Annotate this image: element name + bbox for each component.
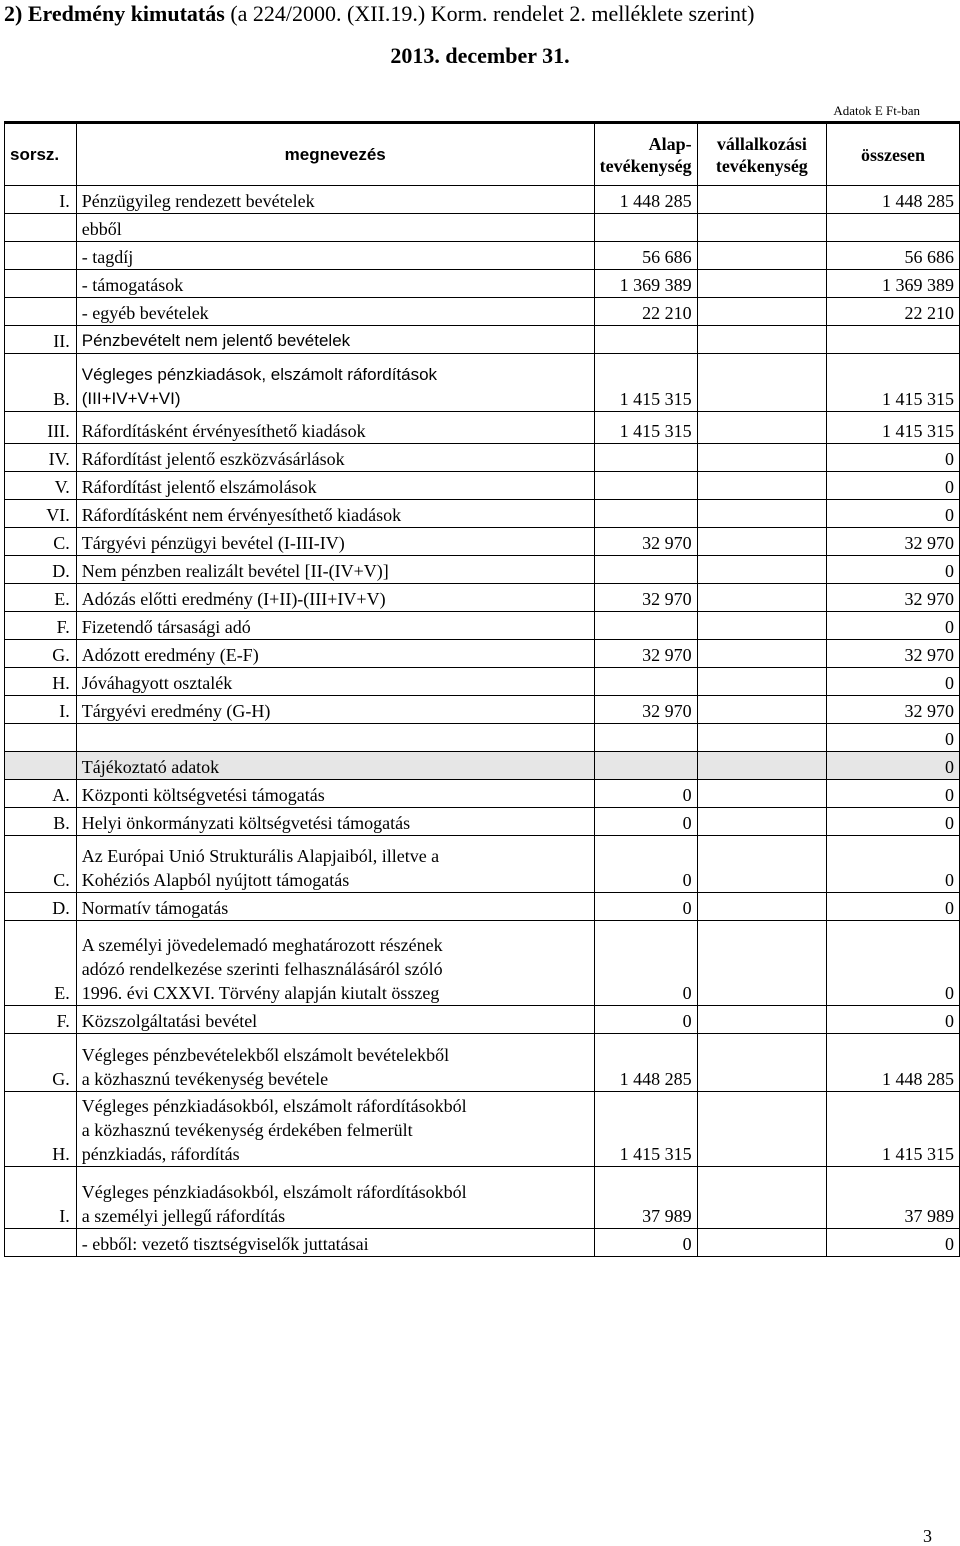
row-business-value (697, 752, 826, 780)
row-business-value (697, 696, 826, 724)
row-business-value (697, 836, 826, 893)
row-total-value: 56 686 (827, 242, 960, 270)
row-basic-value: 0 (594, 1229, 697, 1257)
row-total-value: 0 (827, 1006, 960, 1034)
row-label: Adózott eredmény (E-F) (76, 640, 594, 668)
row-label: - tagdíj (76, 242, 594, 270)
row-number: E. (5, 921, 77, 1006)
row-total-value: 1 369 389 (827, 270, 960, 298)
row-label: ebből (76, 214, 594, 242)
row-total-value: 0 (827, 500, 960, 528)
row-number (5, 724, 77, 752)
row-basic-value: 32 970 (594, 584, 697, 612)
row-label: Központi költségvetési támogatás (76, 780, 594, 808)
row-business-value (697, 242, 826, 270)
row-label: Nem pénzben realizált bevétel [II-(IV+V)] (76, 556, 594, 584)
table-row (5, 186, 960, 214)
table-row (5, 298, 960, 326)
table-row (5, 444, 960, 472)
row-label: - támogatások (76, 270, 594, 298)
row-number: VI. (5, 500, 77, 528)
row-number: I. (5, 186, 77, 214)
row-basic-value (594, 444, 697, 472)
row-label: Végleges pénzkiadásokból, elszámolt ráfordításokból a személyi jellegű ráfordítás (76, 1167, 594, 1229)
row-label: - ebből: vezető tisztségviselők juttatásai (76, 1229, 594, 1257)
table-row (5, 696, 960, 724)
row-number: H. (5, 668, 77, 696)
row-total-value: 32 970 (827, 640, 960, 668)
table-row (5, 640, 960, 668)
row-basic-value: 1 448 285 (594, 1034, 697, 1092)
row-total-value: 32 970 (827, 696, 960, 724)
row-number: H. (5, 1092, 77, 1167)
row-business-value (697, 214, 826, 242)
row-total-value: 0 (827, 808, 960, 836)
report-date: 2013. december 31. (390, 43, 570, 68)
row-label: - egyéb bevételek (76, 298, 594, 326)
row-number: V. (5, 472, 77, 500)
row-basic-value: 37 989 (594, 1167, 697, 1229)
row-number: I. (5, 696, 77, 724)
row-number: G. (5, 1034, 77, 1092)
row-basic-value: 56 686 (594, 242, 697, 270)
row-total-value: 1 448 285 (827, 186, 960, 214)
row-basic-value (594, 214, 697, 242)
row-basic-value: 1 448 285 (594, 186, 697, 214)
row-basic-value: 32 970 (594, 640, 697, 668)
col-header-business: vállalkozási tevékenység (697, 123, 826, 186)
row-label: Helyi önkormányzati költségvetési támogatás (76, 808, 594, 836)
row-basic-value: 1 415 315 (594, 354, 697, 412)
income-statement-table (4, 121, 960, 1257)
row-number (5, 242, 77, 270)
row-label: Ráfordításként nem érvényesíthető kiadások (76, 500, 594, 528)
row-label: Ráfordítást jelentő elszámolások (76, 472, 594, 500)
table-row (5, 921, 960, 1006)
table-row (5, 668, 960, 696)
row-business-value (697, 1006, 826, 1034)
row-number: F. (5, 612, 77, 640)
row-business-value (697, 556, 826, 584)
col-header-total: összesen (827, 123, 960, 186)
row-basic-value (594, 668, 697, 696)
row-business-value (697, 921, 826, 1006)
row-basic-value: 0 (594, 780, 697, 808)
row-basic-value: 22 210 (594, 298, 697, 326)
report-heading-bold: 2) Eredmény kimutatás (4, 1, 225, 26)
row-business-value (697, 893, 826, 921)
row-label: Közszolgáltatási bevétel (76, 1006, 594, 1034)
table-row (5, 242, 960, 270)
table-header-row (5, 123, 960, 186)
row-total-value: 37 989 (827, 1167, 960, 1229)
row-number: I. (5, 1167, 77, 1229)
table-row (5, 584, 960, 612)
row-total-value: 22 210 (827, 298, 960, 326)
unit-note: Adatok E Ft-ban (833, 103, 920, 118)
row-total-value: 1 415 315 (827, 354, 960, 412)
row-label: Végleges pénzkiadásokból, elszámolt ráfordításokból a közhasznú tevékenység érdekében felmerült pénzkiadás, ráfordítás (76, 1092, 594, 1167)
row-total-value: 0 (827, 556, 960, 584)
row-business-value (697, 412, 826, 444)
row-total-value: 0 (827, 1229, 960, 1257)
row-number: II. (5, 326, 77, 354)
table-row (5, 836, 960, 893)
row-number (5, 1229, 77, 1257)
table-row (5, 326, 960, 354)
row-basic-value: 0 (594, 1006, 697, 1034)
row-number: E. (5, 584, 77, 612)
row-basic-value (594, 472, 697, 500)
row-label: Az Európai Unió Strukturális Alapjaiból, illetve a Kohéziós Alapból nyújtott támogatás (76, 836, 594, 893)
row-number (5, 214, 77, 242)
row-business-value (697, 1092, 826, 1167)
row-number: III. (5, 412, 77, 444)
row-total-value (827, 214, 960, 242)
row-business-value (697, 528, 826, 556)
row-basic-value: 32 970 (594, 528, 697, 556)
table-row (5, 412, 960, 444)
table-row (5, 1167, 960, 1229)
row-number: D. (5, 556, 77, 584)
row-business-value (697, 298, 826, 326)
row-basic-value: 1 369 389 (594, 270, 697, 298)
row-number (5, 752, 77, 780)
row-total-value: 32 970 (827, 528, 960, 556)
table-row (5, 500, 960, 528)
row-label: Ráfordítást jelentő eszközvásárlások (76, 444, 594, 472)
row-total-value: 0 (827, 472, 960, 500)
row-total-value: 0 (827, 780, 960, 808)
row-basic-value: 0 (594, 808, 697, 836)
table-row (5, 893, 960, 921)
table-row (5, 780, 960, 808)
row-label: Végleges pénzbevételekből elszámolt bevételekből a közhasznú tevékenység bevétele (76, 1034, 594, 1092)
row-basic-value: 0 (594, 893, 697, 921)
row-business-value (697, 612, 826, 640)
row-total-value: 1 415 315 (827, 1092, 960, 1167)
row-number: A. (5, 780, 77, 808)
row-total-value: 0 (827, 752, 960, 780)
row-basic-value: 0 (594, 921, 697, 1006)
row-number (5, 298, 77, 326)
row-label (76, 724, 594, 752)
row-total-value: 0 (827, 612, 960, 640)
table-row (5, 752, 960, 780)
row-label: Normatív támogatás (76, 893, 594, 921)
row-business-value (697, 668, 826, 696)
row-total-value: 0 (827, 668, 960, 696)
row-number: C. (5, 836, 77, 893)
row-number: IV. (5, 444, 77, 472)
report-heading (4, 0, 754, 28)
row-total-value (827, 326, 960, 354)
row-total-value: 32 970 (827, 584, 960, 612)
row-total-value: 1 415 315 (827, 412, 960, 444)
row-label: Adózás előtti eredmény (I+II)-(III+IV+V) (76, 584, 594, 612)
row-total-value: 0 (827, 921, 960, 1006)
col-header-name: megnevezés (76, 123, 594, 186)
table-row (5, 808, 960, 836)
col-header-sorsz: sorsz. (5, 123, 77, 186)
row-label: Tárgyévi pénzügyi bevétel (I-III-IV) (76, 528, 594, 556)
row-business-value (697, 640, 826, 668)
row-business-value (697, 354, 826, 412)
row-number (5, 270, 77, 298)
row-business-value (697, 444, 826, 472)
row-number: D. (5, 893, 77, 921)
row-basic-value (594, 556, 697, 584)
row-number: B. (5, 808, 77, 836)
row-business-value (697, 472, 826, 500)
row-business-value (697, 1034, 826, 1092)
row-label: Pénzügyileg rendezett bevételek (76, 186, 594, 214)
table-row (5, 354, 960, 412)
col-header-basic: Alap- tevékenység (594, 123, 697, 186)
row-basic-value: 32 970 (594, 696, 697, 724)
row-total-value: 0 (827, 444, 960, 472)
table-row (5, 528, 960, 556)
row-business-value (697, 808, 826, 836)
row-business-value (697, 780, 826, 808)
table-row (5, 556, 960, 584)
row-business-value (697, 724, 826, 752)
table-row (5, 724, 960, 752)
row-total-value: 0 (827, 836, 960, 893)
row-label: A személyi jövedelemadó meghatározott részének adózó rendelkezése szerinti felhasználásáról szóló 1996. évi CXXVI. Törvény alapján kiutalt összeg (76, 921, 594, 1006)
row-number: G. (5, 640, 77, 668)
row-business-value (697, 326, 826, 354)
row-number: F. (5, 1006, 77, 1034)
row-basic-value (594, 752, 697, 780)
row-basic-value (594, 326, 697, 354)
table-row (5, 472, 960, 500)
row-business-value (697, 1167, 826, 1229)
table-row (5, 1006, 960, 1034)
row-basic-value (594, 500, 697, 528)
table-row (5, 1034, 960, 1092)
row-label: Fizetendő társasági adó (76, 612, 594, 640)
row-basic-value: 1 415 315 (594, 412, 697, 444)
row-business-value (697, 1229, 826, 1257)
row-label: Jóváhagyott osztalék (76, 668, 594, 696)
row-label: Tájékoztató adatok (76, 752, 594, 780)
row-label: Pénzbevételt nem jelentő bevételek (76, 326, 594, 354)
row-total-value: 0 (827, 893, 960, 921)
row-basic-value (594, 612, 697, 640)
row-basic-value (594, 724, 697, 752)
table-row (5, 214, 960, 242)
row-number: B. (5, 354, 77, 412)
row-business-value (697, 186, 826, 214)
row-business-value (697, 500, 826, 528)
row-total-value: 1 448 285 (827, 1034, 960, 1092)
row-number: C. (5, 528, 77, 556)
table-row (5, 612, 960, 640)
table-row (5, 1092, 960, 1167)
row-basic-value: 1 415 315 (594, 1092, 697, 1167)
report-heading-rest: (a 224/2000. (XII.19.) Korm. rendelet 2. melléklete szerint) (224, 1, 755, 26)
row-total-value: 0 (827, 724, 960, 752)
row-basic-value: 0 (594, 836, 697, 893)
row-business-value (697, 584, 826, 612)
row-label: Ráfordításként érvényesíthető kiadások (76, 412, 594, 444)
table-row (5, 1229, 960, 1257)
row-label: Végleges pénzkiadások, elszámolt ráfordítások (III+IV+V+VI) (76, 354, 594, 412)
row-business-value (697, 270, 826, 298)
page-number: 3 (923, 1526, 932, 1546)
row-label: Tárgyévi eredmény (G-H) (76, 696, 594, 724)
table-row (5, 270, 960, 298)
